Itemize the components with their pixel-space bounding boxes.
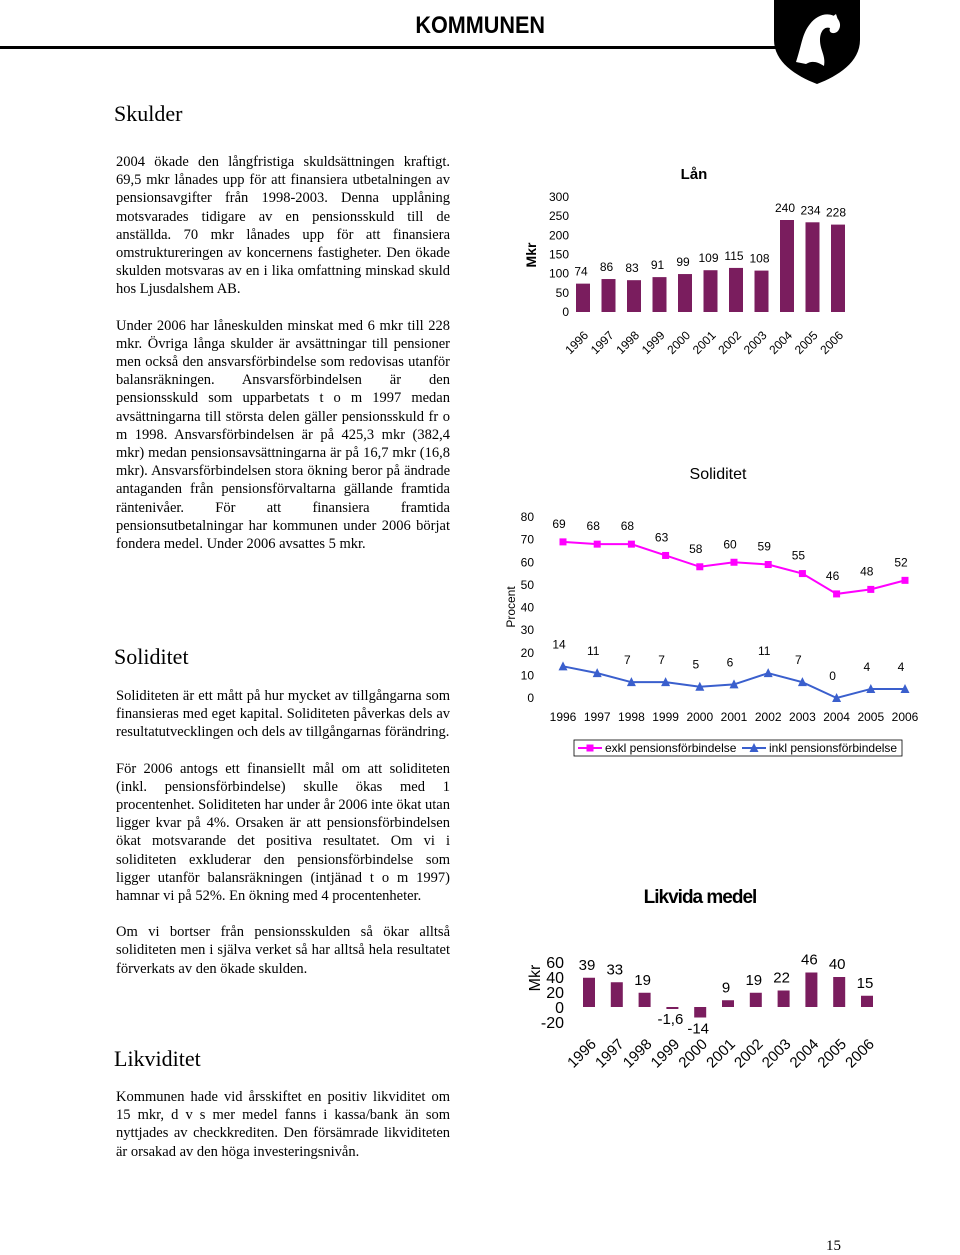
soliditet-paragraph-1: Soliditeten är ett mått på hur mycket av tillgångarna som finansieras med eget kapital. Soliditeten påverkas dels av resultatutvecklingen och dels av tillgångarnas förändring. <box>116 688 450 741</box>
point-exkl-1997 <box>594 541 601 548</box>
x-tick-label: 1996 <box>549 710 577 724</box>
data-label: 91 <box>650 258 665 273</box>
point-exkl-2001 <box>731 559 738 566</box>
bar-1996 <box>583 978 595 1007</box>
y-tick-label: 60 <box>546 955 564 972</box>
data-label: 11 <box>757 644 771 659</box>
x-tick-label: 2000 <box>675 1035 712 1072</box>
y-tick-label: 70 <box>520 532 534 547</box>
y-tick-label: 0 <box>562 305 569 319</box>
data-label: 63 <box>654 530 669 545</box>
chart-lan <box>490 160 900 385</box>
x-tick-label: 1996 <box>564 1035 600 1072</box>
data-label: 6 <box>726 655 734 670</box>
x-tick-label: 2005 <box>814 1035 851 1072</box>
y-tick-label: 50 <box>520 577 534 592</box>
bar-2005 <box>833 977 845 1007</box>
y-tick-label: 60 <box>520 555 534 570</box>
y-tick-label: 30 <box>520 623 534 638</box>
x-tick-label: 2006 <box>842 1035 878 1072</box>
skulder-text <box>116 153 450 553</box>
chart-soliditet <box>490 455 950 765</box>
chart-title: Lån <box>680 166 708 183</box>
x-tick-label: 1999 <box>647 1035 684 1072</box>
header-rule <box>0 46 812 49</box>
point-exkl-1996 <box>560 538 567 545</box>
y-tick-label: 40 <box>520 600 534 615</box>
heading-soliditet: Soliditet <box>114 644 189 669</box>
header-title: KOMMUNEN <box>415 12 545 39</box>
bar-2003 <box>755 271 769 312</box>
data-label: -1,6 <box>657 1011 684 1029</box>
y-tick-label: 80 <box>520 510 534 524</box>
skulder-paragraph-2: Under 2006 har låneskulden minskat med 6 mkr till 228 mkr. Övriga långa skulder är avsättningar till pensioner men också den ansvarsförbindelse som redovisas utanför balansräkningen. Ansvarsförbindelsen är den pensionsskuld som upparbetats t o m 1997 medan avsättningarna till största delen gäller pensionsskuld fr o m 1998. Ansvarsförbindelsen är på 425,3 mkr (382,4 mkr) medan pensionsavsättningarna är på 16,7 mkr (16,8 mkr). Ansvarsförbindelsen stora ökning beror på ändrade antaganden från pensionsförvaltarna gällande framtida räntenivåer. För att finansiera framtida pensionsutbetalningar har kommunen under 2006 börjat fondera medel. Under 2006 avsattes 5 mkr. <box>116 317 450 553</box>
data-label: 109 <box>698 251 719 266</box>
data-label: 7 <box>658 653 665 668</box>
x-tick-label: 2004 <box>823 710 850 724</box>
soliditet-text <box>116 687 450 978</box>
bar-1999 <box>666 1007 678 1009</box>
soliditet-paragraph-3: Om vi bortser från pensionsskulden så ökar alltså soliditeten men i själva verket så har alltså hela resultatet förverkats av den ökade skulden. <box>116 924 450 977</box>
data-label: 19 <box>745 971 763 989</box>
bar-1997 <box>611 982 623 1007</box>
y-tick-label: -20 <box>540 1015 564 1032</box>
point-exkl-2005 <box>867 586 874 593</box>
bar-2005 <box>806 222 820 312</box>
x-tick-label: 1997 <box>583 710 611 724</box>
chart-likvida-medel <box>500 875 910 1105</box>
x-tick-label: 1998 <box>619 1035 656 1072</box>
x-tick-label: 2002 <box>731 1035 767 1072</box>
data-label: 9 <box>721 979 731 997</box>
point-exkl-2006 <box>902 577 909 584</box>
data-label: 55 <box>791 548 806 563</box>
y-axis-label: Procent <box>504 586 518 628</box>
x-tick-label: 2000 <box>686 710 714 724</box>
x-tick-label: 2004 <box>766 328 796 358</box>
data-label: 22 <box>773 969 790 987</box>
page-number: 15 <box>826 1238 841 1254</box>
x-tick-label: 1997 <box>592 1035 628 1072</box>
bar-2002 <box>750 993 762 1007</box>
data-label: 108 <box>749 251 770 266</box>
y-tick-label: 300 <box>548 190 569 204</box>
y-tick-label: 0 <box>527 691 534 705</box>
data-label: 115 <box>724 248 744 263</box>
y-tick-label: 100 <box>548 266 569 281</box>
x-tick-label: 2003 <box>758 1035 795 1072</box>
y-axis-label: Mkr <box>527 964 544 992</box>
data-label: 234 <box>800 203 821 218</box>
point-inkl-2002 <box>764 668 773 677</box>
data-label: 86 <box>599 260 614 275</box>
legend-marker-exkl <box>587 745 594 752</box>
y-tick-label: 50 <box>555 285 569 300</box>
y-tick-label: 0 <box>555 1000 564 1017</box>
data-label: 15 <box>856 974 874 992</box>
x-tick-label: 2003 <box>789 710 816 724</box>
x-tick-label: 1998 <box>618 710 645 724</box>
data-label: 228 <box>825 205 847 220</box>
data-label: 99 <box>676 255 690 270</box>
x-tick-label: 1999 <box>652 710 679 724</box>
heading-likviditet: Likviditet <box>114 1046 201 1071</box>
legend-label-inkl: inkl pensionsförbindelse <box>769 741 898 755</box>
y-tick-label: 20 <box>546 985 564 1002</box>
data-label: 4 <box>897 659 905 674</box>
data-label: 69 <box>552 516 566 531</box>
data-label: 19 <box>634 971 651 989</box>
data-label: -14 <box>687 1020 710 1038</box>
legend-label-exkl: exkl pensionsförbindelse <box>605 741 737 755</box>
likviditet-paragraph-1: Kommunen hade vid årsskiftet en positiv likviditet om 15 mkr, d v s mer medel fanns i kassa/bank än som nyttjades av checkkrediten. Den försämrade likviditeten är orsakad av den höga investeringsnivån. <box>116 1089 450 1160</box>
chart-title: Likvida medel <box>643 887 757 908</box>
x-tick-label: 2005 <box>857 710 885 724</box>
data-label: 33 <box>606 961 624 979</box>
chart-title: Soliditet <box>689 466 747 483</box>
y-tick-label: 200 <box>548 228 569 243</box>
y-tick-label: 10 <box>520 668 534 683</box>
bar-1999 <box>653 277 667 312</box>
data-label: 60 <box>723 537 737 552</box>
data-label: 39 <box>578 956 596 974</box>
x-tick-label: 1997 <box>587 328 617 358</box>
x-tick-label: 2002 <box>754 710 782 724</box>
data-label: 46 <box>801 951 818 969</box>
bar-2000 <box>678 274 692 312</box>
data-label: 7 <box>795 653 802 668</box>
x-tick-label: 2006 <box>891 710 919 724</box>
soliditet-paragraph-2: För 2006 antogs ett finansiellt mål om att soliditeten (inkl. pensionsförbindelse) skulle ökas med 1 procentenhet. Soliditeten har under år 2006 inte ökat utan ligger kvar på 4%. Orsaken är att pensionsförbindelsen ökat motsvarande det positiva resultatet. Om vi i soliditeten exkluderar den pensionsförbindelse som ligger utanför balansräkningen (intjänad t o m 1997) hamnar vi på 52%. En ökning med 4 procentenheter. <box>116 760 450 905</box>
bar-2002 <box>729 268 743 312</box>
bar-1997 <box>602 279 616 312</box>
x-tick-label: 2001 <box>720 710 748 724</box>
bar-2006 <box>861 996 873 1007</box>
data-label: 58 <box>689 541 703 556</box>
x-tick-label: 2000 <box>664 328 694 358</box>
data-label: 240 <box>774 201 796 215</box>
x-tick-label: 1996 <box>562 328 592 358</box>
point-exkl-2000 <box>696 563 703 570</box>
data-label: 52 <box>894 555 908 570</box>
bar-1998 <box>639 993 651 1007</box>
heading-skulder: Skulder <box>114 101 183 126</box>
data-label: 7 <box>624 653 631 668</box>
y-tick-label: 20 <box>520 645 534 660</box>
point-exkl-2004 <box>833 590 840 597</box>
bar-2000 <box>694 1007 706 1018</box>
likviditet-text <box>116 1088 450 1161</box>
x-tick-label: 2002 <box>715 328 745 358</box>
data-label: 59 <box>757 539 771 554</box>
bar-2003 <box>778 991 790 1008</box>
data-label: 68 <box>620 519 635 534</box>
x-tick-label: 2005 <box>791 328 821 358</box>
x-tick-label: 2001 <box>689 328 719 358</box>
y-axis-label: Mkr <box>523 242 539 268</box>
data-label: 74 <box>574 264 588 279</box>
data-label: 83 <box>625 261 639 276</box>
point-exkl-2003 <box>799 570 806 577</box>
bar-2001 <box>722 1000 734 1007</box>
data-label: 48 <box>860 564 874 579</box>
y-tick-label: 40 <box>546 970 564 987</box>
y-tick-label: 250 <box>548 209 569 224</box>
x-tick-label: 2006 <box>817 328 847 358</box>
x-tick-label: 2003 <box>740 328 770 358</box>
bar-1998 <box>627 280 641 312</box>
data-label: 14 <box>552 637 566 652</box>
x-tick-label: 2004 <box>786 1035 823 1072</box>
bar-2001 <box>704 270 718 312</box>
coat-of-arms-icon <box>772 0 862 84</box>
bar-2006 <box>831 225 845 312</box>
data-label: 11 <box>586 644 600 659</box>
skulder-paragraph-1: 2004 ökade den långfristiga skuldsättningen kraftigt. 69,5 mkr lånades upp för att finansiera utbetalningen av pensionsavgifter från 1998-2003. Denna upplåning motsvarades tidigare av en pensionsskuld till de anställda. 70 mkr lånades upp för att finansiera omstruktureringen av koncernens fastigheter. Den ökade skulden motsvaras av en i lika omfattning minskad skuld hos Ljusdalshem AB. <box>116 154 450 298</box>
point-exkl-1999 <box>662 552 669 559</box>
data-label: 5 <box>692 657 700 672</box>
data-label: 46 <box>825 568 840 583</box>
bar-2004 <box>780 220 794 312</box>
x-tick-label: 1999 <box>638 328 668 358</box>
bar-1996 <box>576 284 590 312</box>
data-label: 4 <box>863 659 871 674</box>
data-label: 0 <box>829 669 836 683</box>
data-label: 40 <box>828 956 846 973</box>
data-label: 68 <box>586 519 600 534</box>
point-exkl-1998 <box>628 541 635 548</box>
x-tick-label: 1998 <box>613 328 643 358</box>
x-tick-label: 2001 <box>703 1035 739 1072</box>
bar-2004 <box>805 973 817 1008</box>
point-inkl-1996 <box>559 661 568 670</box>
point-exkl-2002 <box>765 561 772 568</box>
y-tick-label: 150 <box>548 247 569 262</box>
